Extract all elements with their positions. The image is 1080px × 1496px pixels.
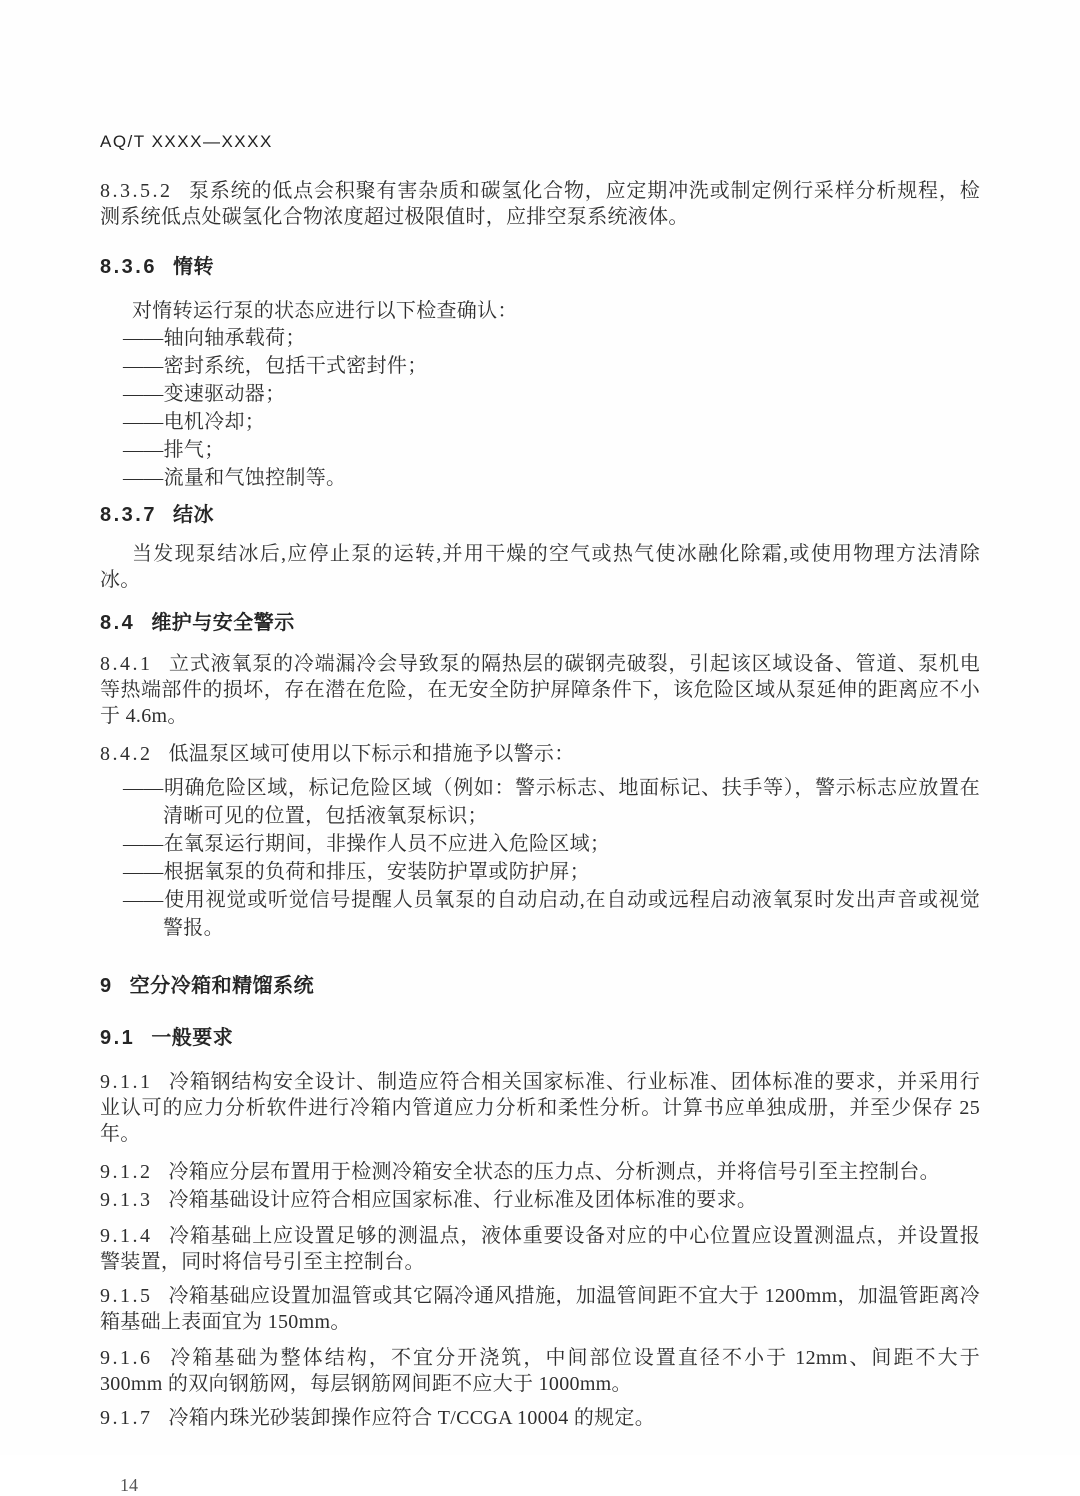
clause-text: 冷箱基础上应设置足够的测温点，液体重要设备对应的中心位置应设置测温点，并设置报警装置，同时将信号引至主控制台。 [100, 1225, 980, 1273]
clause-text: 冷箱基础应设置加温管或其它隔冷通风措施，加温管间距不宜大于 1200mm，加温管距离冷箱基础上表面宜为 150mm。 [100, 1285, 980, 1333]
clause-text: 冷箱钢结构安全设计、制造应符合相关国家标准、行业标准、团体标准的要求，并采用行业认可的应力分析软件进行冷箱内管道应力分析和柔性分析。计算书应单独成册，并至少保存 25 年。 [100, 1071, 980, 1145]
chapter-heading [100, 973, 980, 999]
clause-number: 9 [100, 975, 114, 997]
heading-text: 维护与安全警示 [151, 612, 295, 634]
clause-number: 8.3.5.2 [100, 180, 173, 202]
clause-number: 9.1.1 [100, 1071, 153, 1093]
heading-text: 一般要求 [151, 1027, 234, 1049]
clause-number: 8.4.2 [100, 743, 153, 765]
dash-list-item: ——密封系统，包括干式密封件； [123, 355, 428, 377]
clause-paragraph [100, 741, 980, 767]
dash-list [100, 324, 980, 492]
dash-list-item: ——使用视觉或听觉信号提醒人员氧泵的自动启动,在自动或远程启动液氧泵时发出声音或视觉警报。 [123, 889, 980, 939]
clause-text: 冷箱基础为整体结构，不宜分开浇筑，中间部位设置直径不小于 12mm、间距不大于 300mm 的双向钢筋网，每层钢筋网间距不应大于 1000mm。 [100, 1347, 980, 1395]
dash-list-item: ——变速驱动器； [123, 383, 286, 405]
clause-heading [100, 502, 980, 528]
clause-text: 冷箱基础设计应符合相应国家标准、行业标准及团体标准的要求。 [168, 1189, 758, 1211]
clause-text: 冷箱应分层布置用于检测冷箱安全状态的压力点、分析测点，并将信号引至主控制台。 [168, 1161, 940, 1183]
dash-list-item: ——流量和气蚀控制等。 [123, 467, 347, 489]
clause-number: 9.1.5 [100, 1285, 153, 1307]
clause-paragraph [100, 1187, 980, 1213]
clause-heading [100, 254, 980, 280]
clause-heading [100, 1025, 980, 1051]
dash-list-item: ——电机冷却； [123, 411, 266, 433]
clause-paragraph [100, 651, 980, 729]
clause-text: 低温泵区域可使用以下标示和措施予以警示： [168, 743, 575, 765]
clause-text: 立式液氧泵的冷端漏冷会导致泵的隔热层的碳钢壳破裂，引起该区域设备、管道、泵机电等热端部件的损坏，存在潜在危险，在无安全防护屏障条件下，该危险区域从泵延伸的距离应不小于 4.6m。 [100, 653, 980, 727]
clause-number: 9.1.7 [100, 1407, 153, 1429]
heading-text: 惰转 [172, 256, 214, 278]
clause-number: 9.1.4 [100, 1225, 153, 1247]
clause-number: 9.1.2 [100, 1161, 153, 1183]
dash-list-item: ——根据氧泵的负荷和排压，安装防护罩或防护屏； [123, 861, 590, 883]
clause-paragraph [100, 1283, 980, 1335]
clause-heading [100, 610, 980, 636]
clause-number: 9.1.6 [100, 1347, 153, 1369]
clause-paragraph: 当发现泵结冰后,应停止泵的运转,并用干燥的空气或热气使冰融化除霜,或使用物理方法清除冰。 [100, 543, 980, 591]
dash-list [100, 774, 980, 942]
clause-text: 泵系统的低点会积聚有害杂质和碳氢化合物，应定期冲洗或制定例行采样分析规程，检测系统低点处碳氢化合物浓度超过极限值时，应排空泵系统液体。 [100, 180, 980, 228]
clause-paragraph [100, 1345, 980, 1397]
page-number: 14 [120, 1475, 138, 1495]
clause-number: 8.3.7 [100, 504, 157, 526]
clause-number: 9.1 [100, 1027, 136, 1049]
clause-text: 冷箱内珠光砂装卸操作应符合 T/CCGA 10004 的规定。 [168, 1407, 656, 1429]
clause-paragraph [100, 1223, 980, 1275]
clause-number: 8.4 [100, 612, 136, 634]
clause-number: 8.3.6 [100, 256, 157, 278]
document-header: AQ/T XXXX—XXXX [100, 132, 273, 151]
heading-text: 空分冷箱和精馏系统 [129, 975, 315, 997]
clause-number: 8.4.1 [100, 653, 153, 675]
dash-list-item: ——排气； [123, 439, 225, 461]
clause-number: 9.1.3 [100, 1189, 153, 1211]
clause-paragraph: 对惰转运行泵的状态应进行以下检查确认： [132, 300, 518, 322]
clause-paragraph [100, 1405, 980, 1431]
clause-paragraph [100, 178, 980, 230]
dash-list-item: ——轴向轴承载荷； [123, 327, 306, 349]
clause-paragraph [100, 1159, 980, 1185]
heading-text: 结冰 [172, 504, 214, 526]
dash-list-item: ——明确危险区域，标记危险区域（例如：警示标志、地面标记、扶手等），警示标志应放置在清晰可见的位置，包括液氧泵标识； [123, 777, 980, 827]
dash-list-item: ——在氧泵运行期间，非操作人员不应进入危险区域； [123, 833, 611, 855]
clause-paragraph [100, 1069, 980, 1147]
